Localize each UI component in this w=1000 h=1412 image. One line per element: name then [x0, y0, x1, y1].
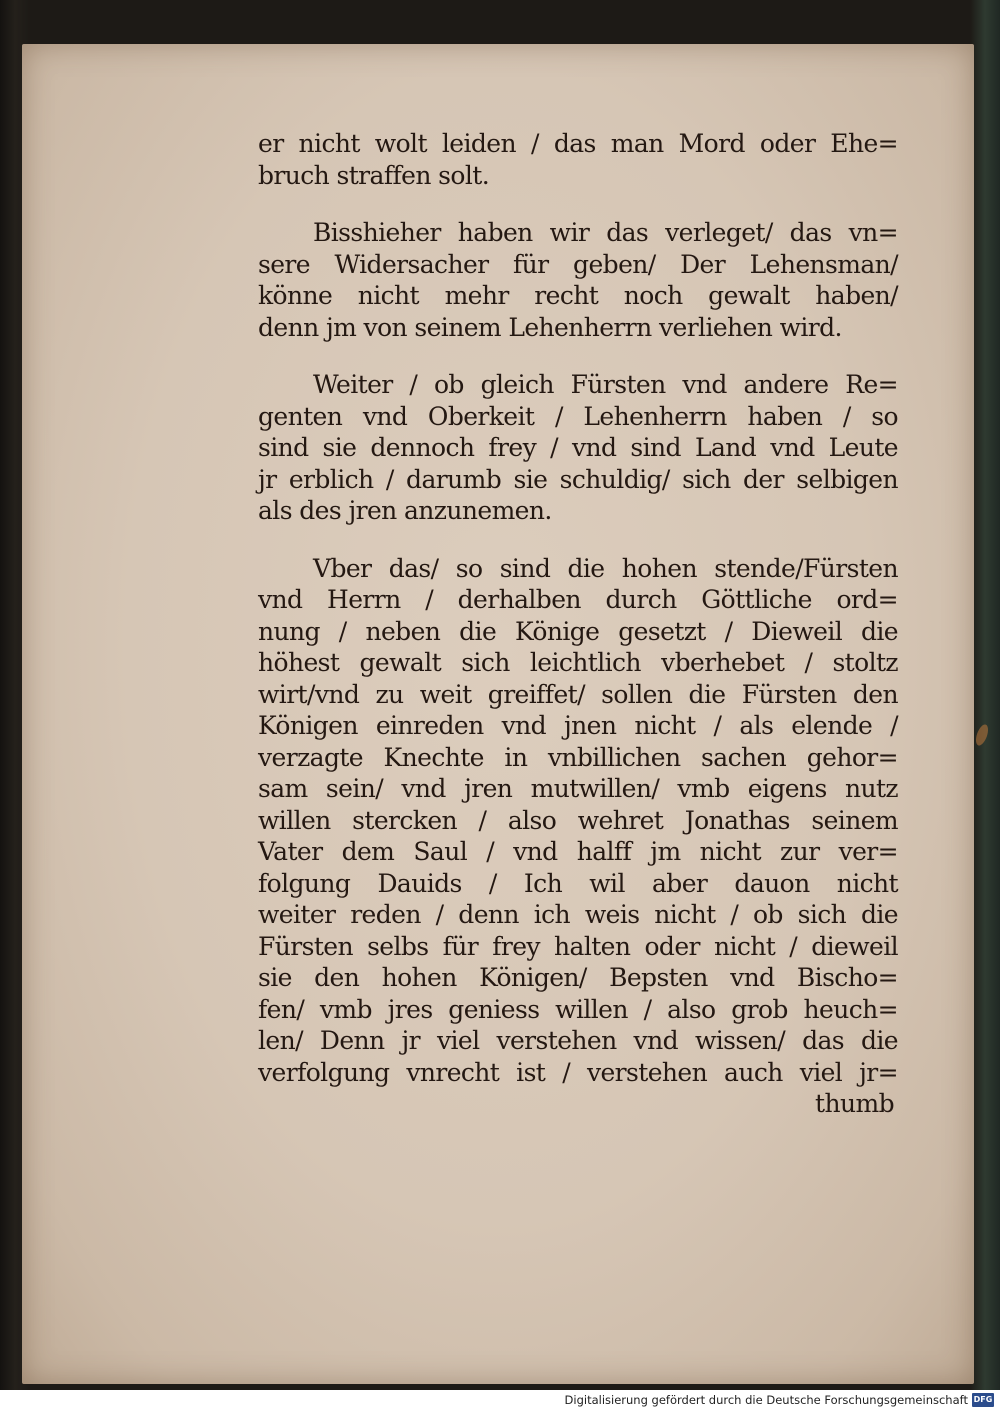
text-line: als des jren anzunemen.: [258, 496, 552, 525]
text-line: sind sie dennoch frey / vnd sind Land vnd Leute: [258, 433, 898, 462]
text-line: weiter reden / denn ich weis nicht / ob sich die: [258, 900, 898, 929]
text-line: wirt/vnd zu weit greiffet/ sollen die Fürsten den: [258, 679, 898, 709]
text-line: fen/ vmb jres geniess willen / also grob heuch=: [258, 994, 898, 1024]
text-line: Fürsten selbs für frey halten oder nicht / dieweil: [258, 931, 898, 961]
text-line: len/ Denn jr viel verstehen vnd wissen/ das die: [258, 1026, 898, 1055]
funding-credit: Digitalisierung gefördert durch die Deutsche Forschungsgemeinschaft: [564, 1393, 968, 1407]
text-line: folgung Dauids / Ich wil aber dauon nicht: [258, 868, 898, 898]
footer-bar: [0, 1390, 1000, 1412]
text-line: vnd Herrn / derhalben durch Göttliche ord=: [258, 585, 898, 614]
text-line: genten vnd Oberkeit / Lehenherrn haben / so: [258, 401, 898, 431]
text-line: sam sein/ vnd jren mutwillen/ vmb eigens nutz: [258, 774, 898, 803]
text-line: höhest gewalt sich leichtlich vberhebet / stoltz: [258, 648, 898, 677]
paragraph-1: [258, 128, 898, 191]
text-line: jr erblich / darumb sie schuldig/ sich der selbigen: [258, 464, 898, 494]
paper-stain: [974, 723, 991, 747]
paragraph-2: [258, 217, 898, 343]
text-line: Weiter / ob gleich Fürsten vnd andere Re=: [313, 370, 898, 399]
catchword: thumb: [815, 1089, 894, 1118]
dfg-logo: DFG: [972, 1393, 994, 1407]
text-line: er nicht wolt leiden / das man Mord oder Ehe=: [258, 129, 898, 158]
text-line: bruch straffen solt.: [258, 160, 490, 190]
text-line: verfolgung vnrecht ist / verstehen auch viel jr=: [258, 1057, 898, 1087]
text-line: denn jm von seinem Lehenherrn verliehen wird.: [258, 312, 842, 342]
text-line: sie den hohen Königen/ Bepsten vnd Bischo=: [258, 963, 898, 992]
text-line: verzagte Knechte in vnbillichen sachen gehor=: [258, 742, 898, 772]
page-text: [258, 128, 898, 1120]
paragraph-4: [258, 553, 898, 1120]
text-line: Bisshieher haben wir das verleget/ das vn=: [313, 218, 898, 247]
text-line: sere Widersacher für geben/ Der Lehensman/: [258, 249, 898, 279]
text-line: willen stercken / also wehret Jonathas seinem: [258, 805, 898, 835]
text-line: Vber das/ so sind die hohen stende/Fürsten: [313, 553, 898, 583]
text-line: könne nicht mehr recht noch gewalt haben/: [258, 281, 898, 310]
paragraph-3: [258, 369, 898, 527]
text-line: Königen einreden vnd jnen nicht / als elende /: [258, 711, 898, 740]
text-line: Vater dem Saul / vnd halff jm nicht zur ver=: [258, 837, 898, 866]
text-line: nung / neben die Könige gesetzt / Dieweil die: [258, 616, 898, 646]
